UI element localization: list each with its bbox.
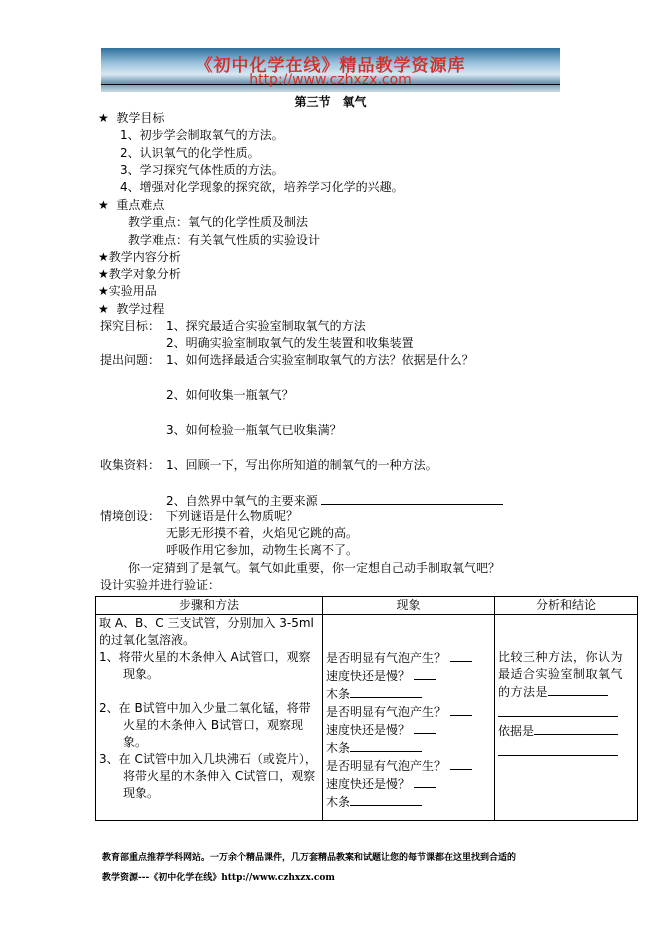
answer-blank[interactable] [498,743,618,756]
answer-blank[interactable] [548,683,608,696]
key-item: 教学难点：有关氧气性质的实验设计 [128,233,321,247]
step-item: 1、将带火星的木条伸入 A试管口，观察现象。 [99,650,311,681]
question-label: 提出问题： [100,353,161,367]
observation-group: 是否明显有气泡产生？ 速度快还是慢？ 木条 [326,703,491,757]
observation-group: 是否明显有气泡产生？ 速度快还是慢？ 木条 [326,757,491,811]
collect-item: 2、自然界中氧气的主要来源 [166,492,503,509]
answer-blank[interactable] [534,722,618,735]
star-icon: ★ [98,198,109,212]
heading-object: ★教学对象分析 [98,267,181,281]
observation-group: 是否明显有气泡产生？ 速度快还是慢？ 木条 [326,649,491,703]
heading-supplies: ★实验用品 [98,284,157,298]
basis-text: 依据是 [498,724,535,738]
answer-blank[interactable] [498,704,618,717]
heading-key: ★ 重点难点 [98,198,165,212]
star-icon: ★ [98,267,109,281]
goal-item: 2、认识氧气的化学性质。 [120,146,260,160]
intro-text: 取 A、B、C 三支试管，分别加入 3-5ml 的过氧化氢溶液。 [99,616,314,647]
collect-item: 1、回顾一下，写出你所知道的制氧气的一种方法。 [166,458,438,472]
scene-label: 情境创设： [100,509,161,523]
answer-blank[interactable] [450,703,472,716]
explore-label: 探究目标： [100,319,161,333]
explore-item: 2、明确实验室制取氧气的发生装置和收集装置 [166,336,414,350]
question-item: 2、如何收集一瓶氧气？ [166,388,294,402]
footer-line: 教育部重点推荐学科网站。一万余个精品课件，几万套精品教案和试题让您的每节课都在这里找到合适的 [102,853,517,863]
star-icon: ★ [98,284,109,298]
banner-url: http://www.czhxzx.com [101,72,560,85]
answer-blank[interactable] [414,775,436,788]
header-steps: 步骤和方法 [96,597,323,615]
guess-text: 你一定猜到了是氧气。氧气如此重要，你一定想自己动手制取氧气吧？ [128,561,501,575]
header-observation: 现象 [323,597,495,615]
scene-item: 下列谜语是什么物质呢？ [166,509,299,523]
footer-line: 教学资源---《初中化学在线》http://www.czhxzx.com [102,873,335,883]
star-icon: ★ [98,302,109,316]
step-item: 3、在 C试管中加入几块沸石（或瓷片），将带火星的木条伸入 C试管口，观察现象。 [99,752,317,800]
star-icon: ★ [98,111,109,125]
page-title: 第三节 氧气 [294,95,367,109]
question-item: 1、如何选择最适合实验室制取氧气的方法？依据是什么？ [166,353,474,367]
answer-blank[interactable] [414,667,436,680]
heading-content: ★教学内容分析 [98,250,181,264]
key-item: 教学重点：氧气的化学性质及制法 [128,215,309,229]
answer-blank[interactable] [450,757,472,770]
answer-blank[interactable] [350,793,422,806]
riddle-line: 无影无形摸不着，火焰见它跳的高。 [166,526,359,540]
star-icon: ★ [98,250,109,264]
goal-item: 4、增强对化学现象的探究欲，培养学习化学的兴趣。 [120,180,404,194]
question-item: 3、如何检验一瓶氧气已收集满？ [166,423,342,437]
steps-cell [96,615,323,821]
goal-item: 3、学习探究气体性质的方法。 [120,163,284,177]
experiment-table [95,596,638,821]
compare-text: 比较三种方法，你认为最适合实验室制取氧气的方法是 [498,650,624,699]
riddle-line: 呼吸作用它参加，动物生长离不了。 [166,543,359,557]
banner-logo [101,48,560,92]
heading-process: ★ 教学过程 [98,302,165,316]
conclusion-cell [495,615,638,821]
collect-label: 收集资料： [100,458,161,472]
answer-blank[interactable] [414,721,436,734]
answer-blank[interactable] [450,649,472,662]
header-conclusion: 分析和结论 [495,597,638,615]
step-item: 2、在 B试管中加入少量二氧化锰，将带火星的木条伸入 B试管口，观察现象。 [99,701,311,749]
observation-cell [323,615,495,821]
heading-goals: ★ 教学目标 [98,111,165,125]
answer-blank[interactable] [350,739,422,752]
goal-item: 1、初步学会制取氧气的方法。 [120,128,284,142]
explore-item: 1、探究最适合实验室制取氧气的方法 [166,319,366,333]
answer-blank[interactable] [321,492,503,505]
design-text: 设计实验并进行验证： [100,578,221,592]
answer-blank[interactable] [350,685,422,698]
banner-title: 《初中化学在线》精品教学资源库 [195,56,466,76]
